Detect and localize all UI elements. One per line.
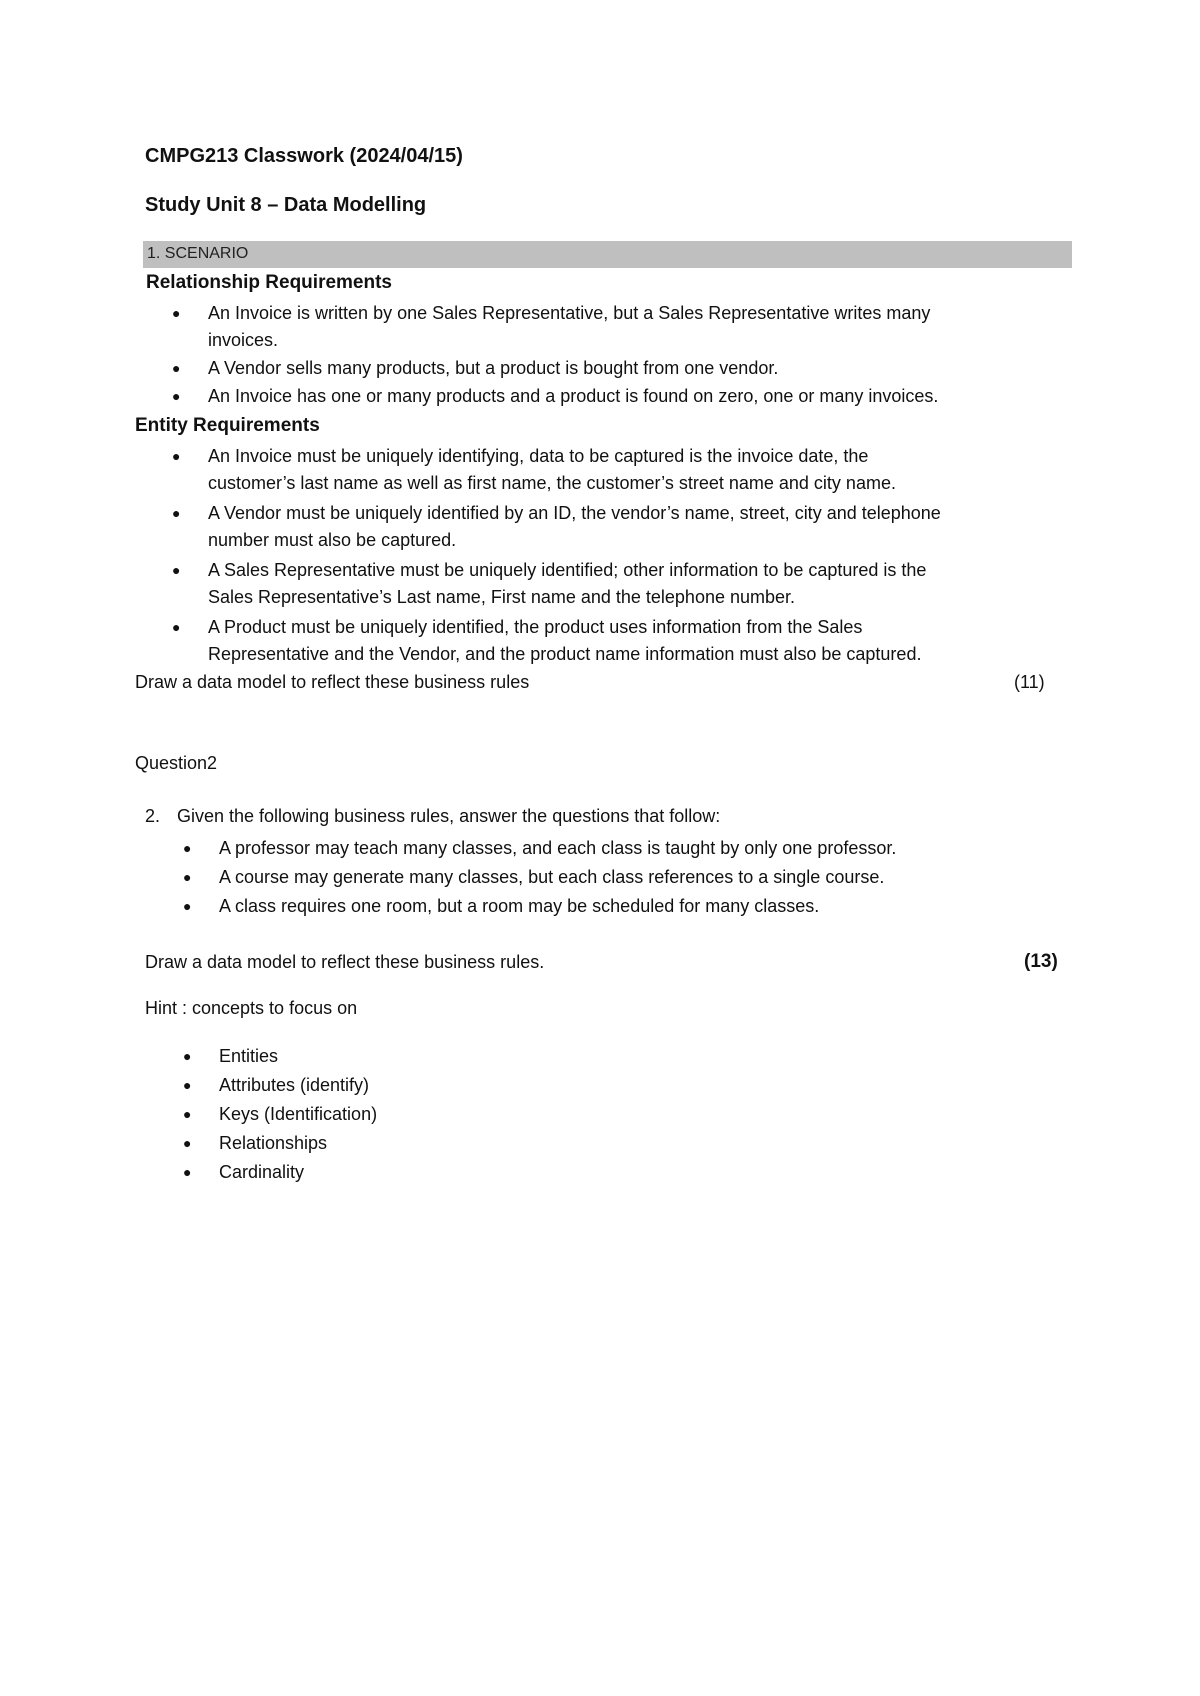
document-subtitle: Study Unit 8 – Data Modelling	[145, 194, 427, 216]
list-item-text: A Vendor must be uniquely identified by an ID, the vendor’s name, street, city and telephone	[208, 503, 941, 523]
list-item	[172, 443, 1072, 497]
relationship-list	[172, 300, 1072, 411]
entity-heading: Entity Requirements	[135, 415, 320, 436]
list-item	[183, 1072, 783, 1099]
list-item-text: Keys (Identification)	[219, 1104, 378, 1124]
bullet-icon: ●	[183, 1048, 192, 1064]
list-item	[183, 1101, 783, 1128]
document-title: CMPG213 Classwork (2024/04/15)	[145, 145, 463, 167]
list-item	[172, 614, 1072, 668]
hint-text: Hint : concepts to focus on	[145, 998, 358, 1018]
bullet-icon: ●	[183, 898, 192, 914]
list-item-text: A Product must be uniquely identified, the product uses information from the Sales	[208, 617, 863, 637]
list-item-text: invoices.	[208, 330, 279, 350]
list-item	[172, 355, 1072, 382]
list-item-text: Sales Representative’s Last name, First name and the telephone number.	[208, 587, 796, 607]
list-item-text: An Invoice has one or many products and a product is found on zero, one or many invoices.	[208, 386, 939, 406]
question2-label: Question2	[135, 753, 218, 773]
list-item-text: Attributes (identify)	[219, 1075, 370, 1095]
instruction-question1: Draw a data model to reflect these business rules	[135, 672, 530, 692]
bullet-icon: ●	[183, 1164, 192, 1180]
question2-intro-text: Given the following business rules, answer the questions that follow:	[177, 806, 721, 826]
question2-number: 2.	[145, 806, 161, 826]
question2-intro	[145, 806, 720, 827]
list-item-text: customer’s last name as well as first name, the customer’s street name and city name.	[208, 473, 896, 493]
bullet-icon: ●	[172, 562, 181, 578]
list-item-text: A Sales Representative must be uniquely identified; other information to be captured is the	[208, 560, 927, 580]
marks-question2: (13)	[1024, 951, 1058, 972]
list-item-text: Cardinality	[219, 1162, 305, 1182]
list-item	[172, 500, 1072, 554]
list-item-text: A class requires one room, but a room may be scheduled for many classes.	[219, 896, 820, 916]
list-item-text: An Invoice is written by one Sales Representative, but a Sales Representative writes many	[208, 303, 931, 323]
list-item	[183, 835, 1063, 862]
list-item	[172, 300, 1072, 354]
bullet-icon: ●	[183, 1106, 192, 1122]
list-item-text: An Invoice must be uniquely identifying, data to be captured is the invoice date, the	[208, 446, 869, 466]
list-item	[183, 864, 1063, 891]
list-item-text: A course may generate many classes, but each class references to a single course.	[219, 867, 885, 887]
bullet-icon: ●	[183, 840, 192, 856]
list-item	[183, 1159, 783, 1186]
list-item	[172, 557, 1072, 611]
list-item-text: number must also be captured.	[208, 530, 457, 550]
list-item-text: A Vendor sells many products, but a product is bought from one vendor.	[208, 358, 779, 378]
list-item	[183, 1130, 783, 1157]
bullet-icon: ●	[183, 1135, 192, 1151]
hint-list	[183, 1043, 783, 1188]
list-item	[172, 383, 1072, 410]
entity-list	[172, 443, 1072, 671]
question2-rules-list	[183, 835, 1063, 922]
instruction-question2: Draw a data model to reflect these business rules.	[145, 952, 545, 972]
bullet-icon: ●	[183, 1077, 192, 1093]
bullet-icon: ●	[172, 360, 181, 376]
bullet-icon: ●	[172, 505, 181, 521]
bullet-icon: ●	[172, 305, 181, 321]
list-item	[183, 893, 1063, 920]
list-item-text: A professor may teach many classes, and each class is taught by only one professor.	[219, 838, 897, 858]
bullet-icon: ●	[183, 869, 192, 885]
relationship-heading: Relationship Requirements	[146, 272, 392, 293]
list-item-text: Relationships	[219, 1133, 328, 1153]
bullet-icon: ●	[172, 448, 181, 464]
section-bar-label: 1. SCENARIO	[147, 245, 249, 262]
list-item-text: Representative and the Vendor, and the product name information must also be captured.	[208, 644, 922, 664]
list-item-text: Entities	[219, 1046, 279, 1066]
section-bar-scenario	[143, 241, 1072, 268]
bullet-icon: ●	[172, 619, 181, 635]
list-item	[183, 1043, 783, 1070]
bullet-icon: ●	[172, 388, 181, 404]
marks-question1: (11)	[1014, 672, 1045, 692]
